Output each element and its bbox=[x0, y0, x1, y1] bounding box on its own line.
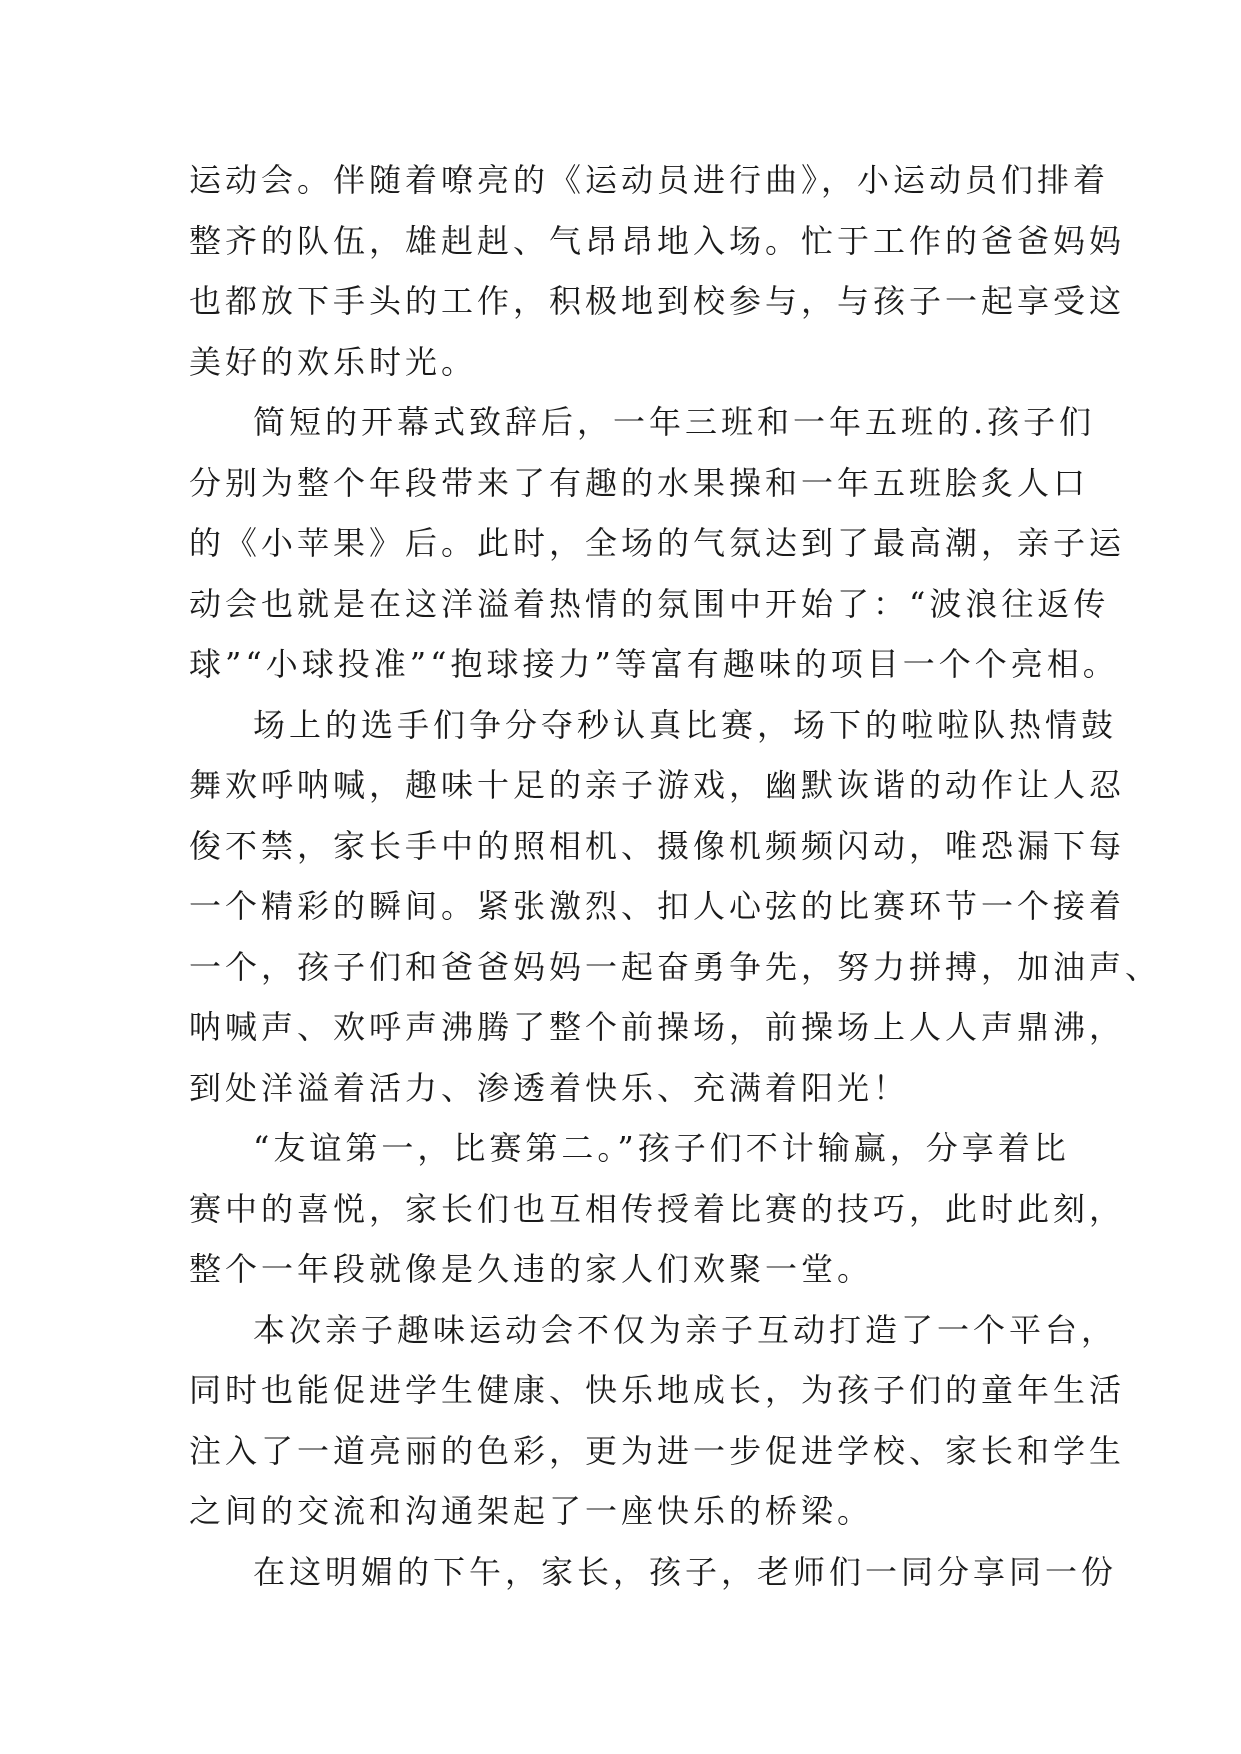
text-line: 一个，孩子们和爸爸妈妈一起奋勇争先，努力拼搏，加油声、 bbox=[189, 947, 1162, 986]
text-line: 动会也就是在这洋溢着热情的氛围中开始了：“波浪往返传 bbox=[189, 584, 1110, 623]
text-line: 到处洋溢着活力、渗透着快乐、充满着阳光！ bbox=[189, 1068, 910, 1107]
text-line: 运动会。伴随着嘹亮的《运动员进行曲》，小运动员们排着 bbox=[189, 161, 1110, 199]
text-line: 整个一年段就像是久违的家人们欢聚一堂。 bbox=[189, 1250, 874, 1288]
text-line: 的《小苹果》后。此时，全场的气氛达到了最高潮，亲子运 bbox=[189, 524, 1126, 562]
text-line: 一个精彩的瞬间。紧张激烈、扣人心弦的比赛环节一个接着 bbox=[189, 887, 1126, 925]
text-line: 赛中的喜悦，家长们也互相传授着比赛的技巧，此时此刻， bbox=[189, 1189, 1126, 1228]
paragraph-first-line: 在这明媚的下午，家长，孩子，老师们一同分享同一份 bbox=[253, 1552, 1118, 1591]
paragraph-first-line: 场上的选手们争分夺秒认真比赛，场下的啦啦队热情鼓 bbox=[253, 705, 1118, 744]
text-line: 俊不禁，家长手中的照相机、摄像机频频闪动，唯恐漏下每 bbox=[189, 826, 1126, 865]
text-line: 球”“小球投准”“抱球接力”等富有趣味的项目一个个亮相。 bbox=[189, 645, 1119, 683]
text-line: 整齐的队伍，雄赳赳、气昂昂地入场。忙于工作的爸爸妈妈 bbox=[189, 221, 1126, 260]
text-line: 也都放下手头的工作，积极地到校参与，与孩子一起享受这 bbox=[189, 282, 1126, 320]
text-line: 呐喊声、欢呼声沸腾了整个前操场，前操场上人人声鼎沸， bbox=[189, 1008, 1126, 1046]
text-line: 分别为整个年段带来了有趣的水果操和一年五班脍炙人口 bbox=[189, 463, 1090, 502]
text-line: 同时也能促进学生健康、快乐地成长，为孩子们的童年生活 bbox=[189, 1371, 1126, 1409]
text-line: 舞欢呼呐喊，趣味十足的亲子游戏，幽默诙谐的动作让人忍 bbox=[189, 766, 1126, 804]
text-line: 注入了一道亮丽的色彩，更为进一步促进学校、家长和学生 bbox=[189, 1431, 1126, 1470]
text-line: 之间的交流和沟通架起了一座快乐的桥梁。 bbox=[189, 1492, 874, 1530]
text-line: 美好的欢乐时光。 bbox=[189, 342, 478, 381]
document-body bbox=[189, 150, 1162, 1602]
paragraph-first-line: 本次亲子趣味运动会不仅为亲子互动打造了一个平台， bbox=[253, 1310, 1118, 1349]
paragraph-first-line: 简短的开幕式致辞后，一年三班和一年五班的.孩子们 bbox=[253, 403, 1096, 441]
paragraph-first-line: “友谊第一，比赛第二。”孩子们不计输赢，分享着比 bbox=[253, 1129, 1070, 1167]
